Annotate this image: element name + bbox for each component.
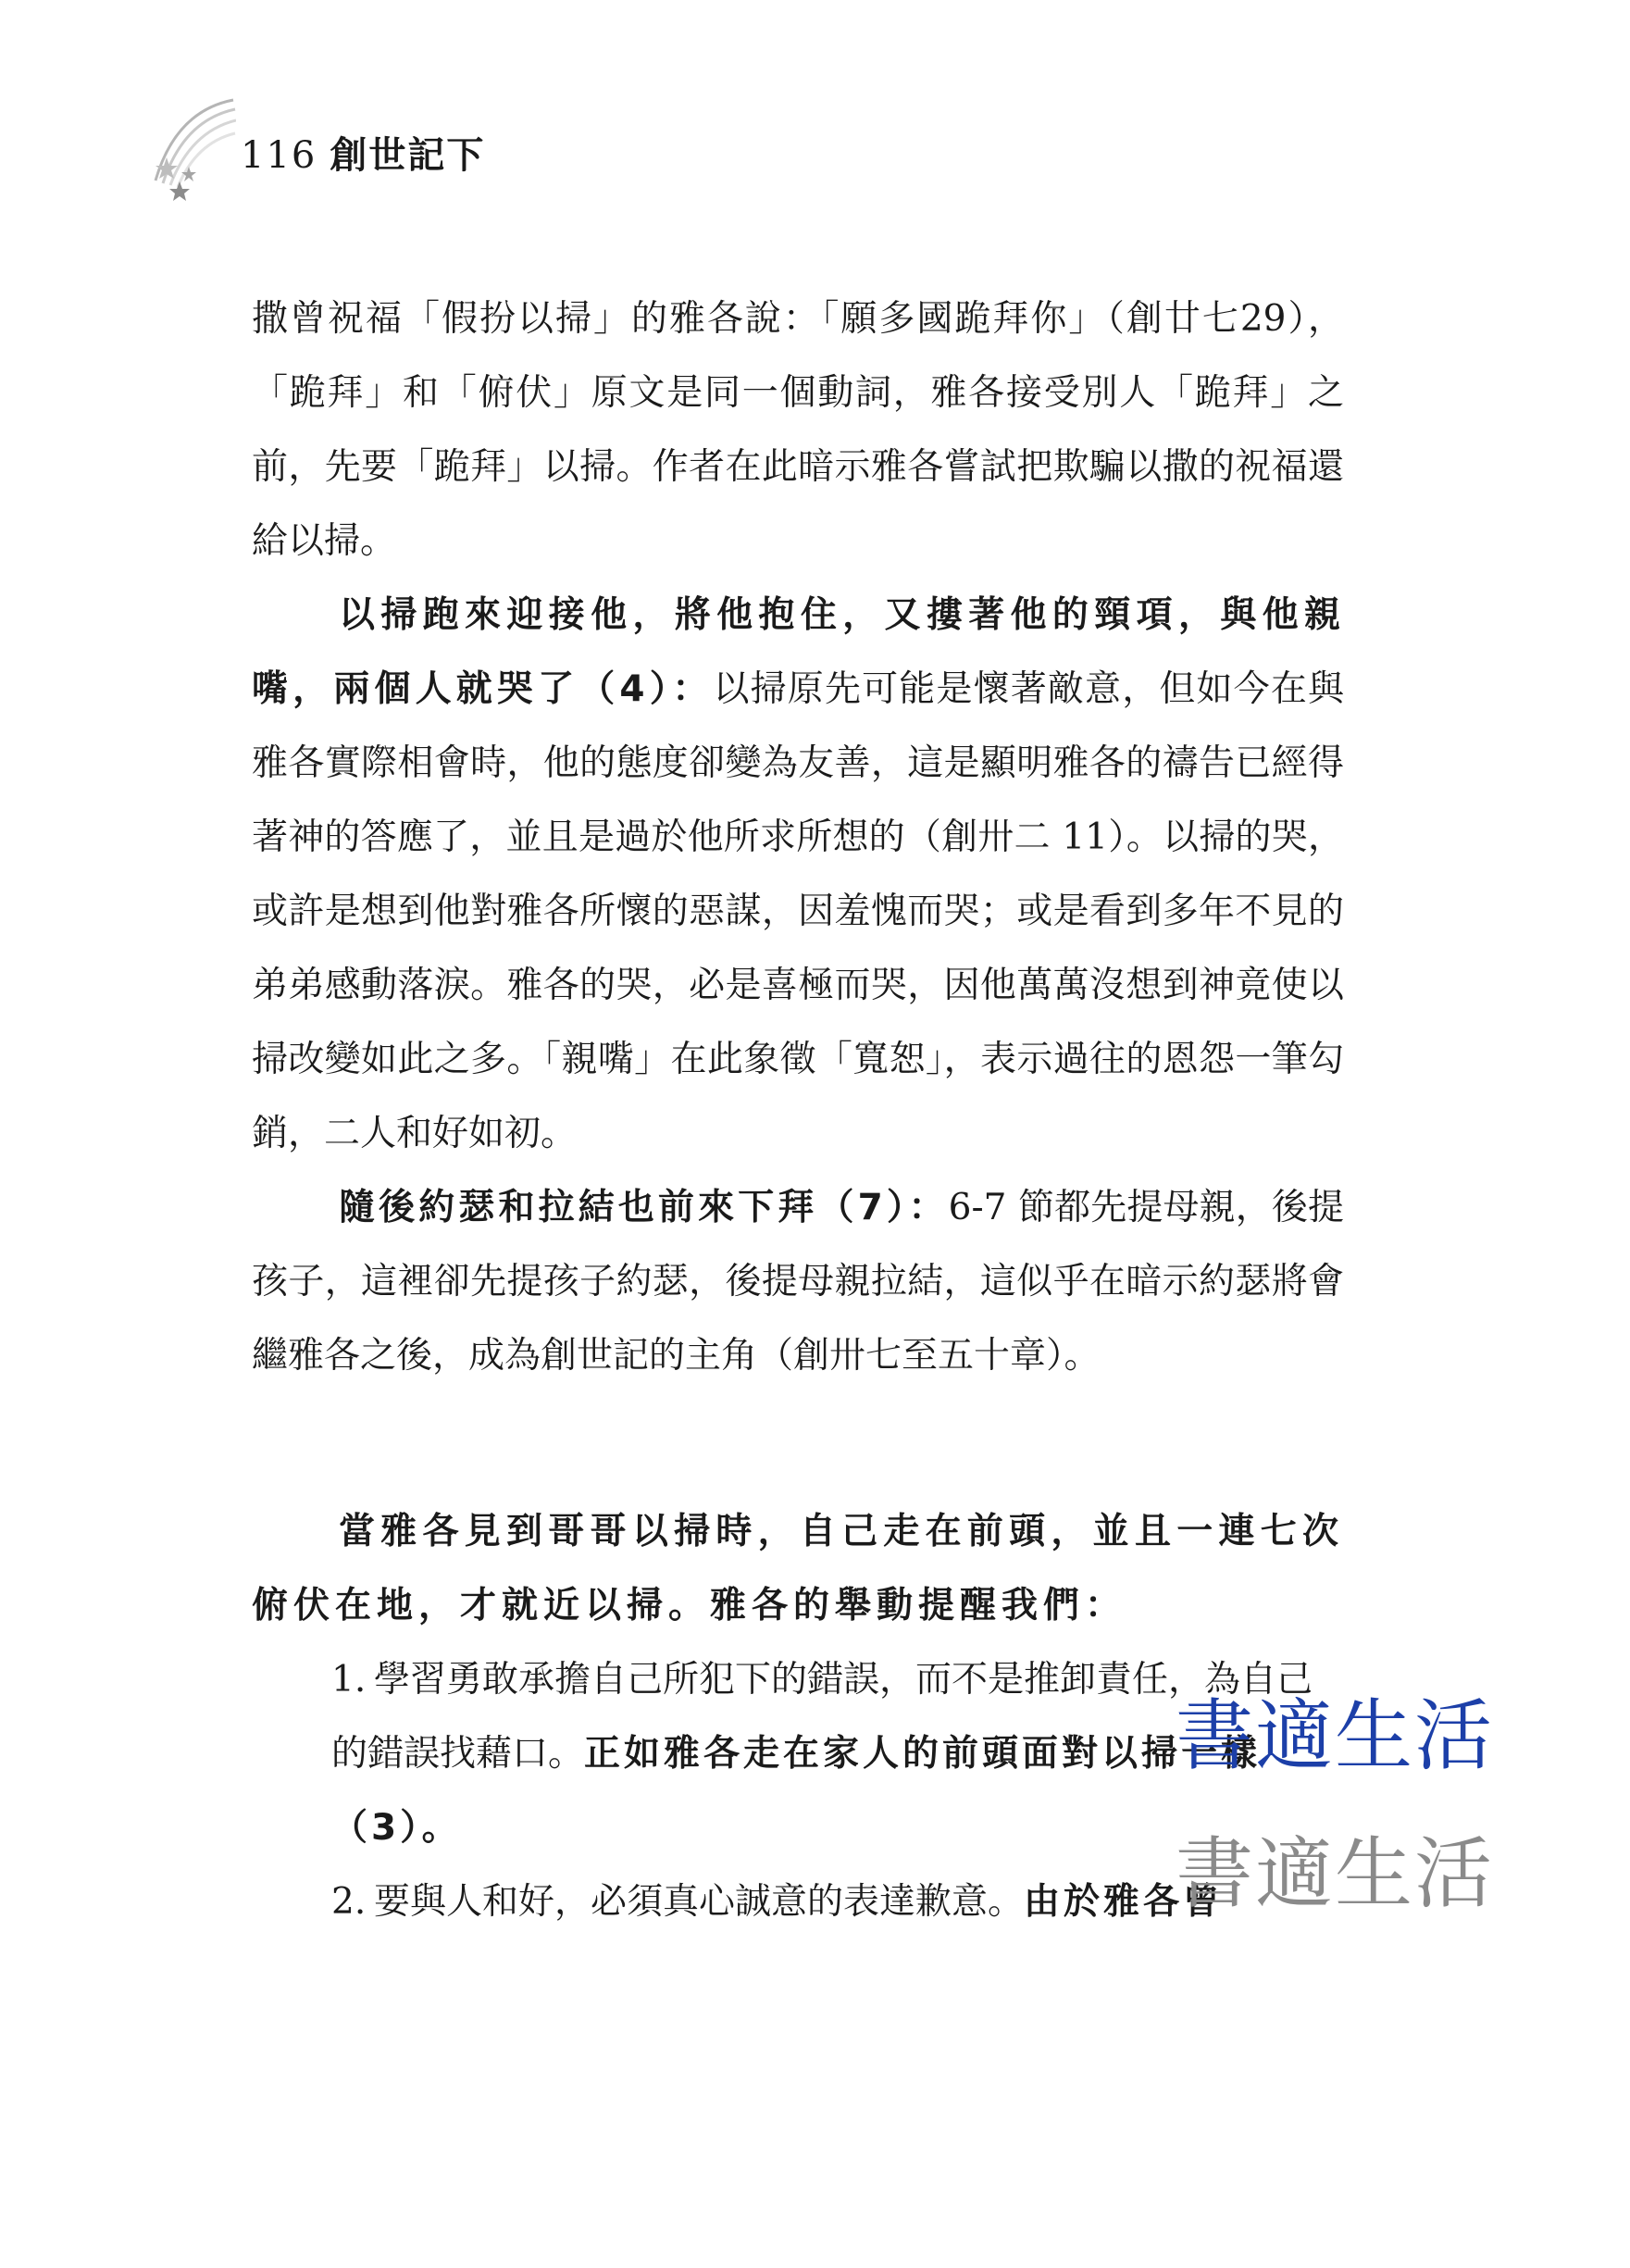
paragraph: 撒曾祝福「假扮以掃」的雅各說：「願多國跪拜你」（創廿七29），「跪拜」和「俯伏」原文是同一個動詞，雅各接受別人「跪拜」之前，先要「跪拜」以掃。作者在此暗示雅各嘗試把欺騙以撒的祝福還給以掃。	[252, 298, 1344, 562]
shooting-star-icon	[148, 93, 236, 204]
list-emphasis: 正如雅各走在家人的前頭面對以掃一樣（3）。	[331, 1733, 1262, 1849]
list-emphasis: 由於雅各曾	[1024, 1881, 1224, 1923]
page-header	[148, 93, 703, 204]
paragraph	[252, 1171, 1344, 1393]
watermark-primary: 書適生活	[1176, 1690, 1495, 1781]
verse-quote: 隨後約瑟和拉結也前來下拜（7）：	[339, 1187, 949, 1228]
list-text: 學習勇敢承擔自己所犯下的錯誤，而不是推卸責任，為自己的錯誤找藉口。	[331, 1659, 1313, 1775]
commentary: 以掃原先可能是懷著敵意，但如今在與雅各實際相會時，他的態度卻變為友善，這是顯明雅各的禱告已經得著神的答應了，並且是過於他所求所想的（創卅二 11）。以掃的哭，或許是想到他對雅各所懷的惡謀，因羞愧而哭；或是看到多年不見的弟弟感動落淚。雅各的哭，必是喜極而哭，因他萬萬沒想到神竟使以掃改變如此之多。「親嘴」在此象徵「寬恕」，表示過往的恩怨一筆勾銷，二人和好如初。	[252, 668, 1344, 1154]
verse-quote: 以掃跑來迎接他，將他抱住，又摟著他的頸項，與他親嘴，兩個人就哭了（4）：	[252, 594, 1344, 710]
list-number: 1.	[331, 1659, 367, 1701]
watermark-secondary: 書適生活	[1176, 1828, 1495, 1919]
commentary: 6-7 節都先提母親，後提孩子，這裡卻先提孩子約瑟，後提母親拉結，這似乎在暗示約瑟將會繼雅各之後，成為創世記的主角（創卅七至五十章）。	[252, 1187, 1345, 1377]
list-text: 要與人和好，必須真心誠意的表達歉意。	[374, 1881, 1025, 1923]
paragraph	[252, 579, 1344, 1171]
section-gap	[252, 1393, 1344, 1495]
book-title: 創世記下	[330, 133, 486, 177]
page-number: 116	[241, 134, 317, 177]
running-header	[241, 126, 485, 179]
list-number: 2.	[331, 1881, 367, 1923]
application-intro: 當雅各見到哥哥以掃時，自己走在前頭，並且一連七次俯伏在地，才就近以掃。雅各的舉動提醒我們：	[252, 1511, 1344, 1626]
